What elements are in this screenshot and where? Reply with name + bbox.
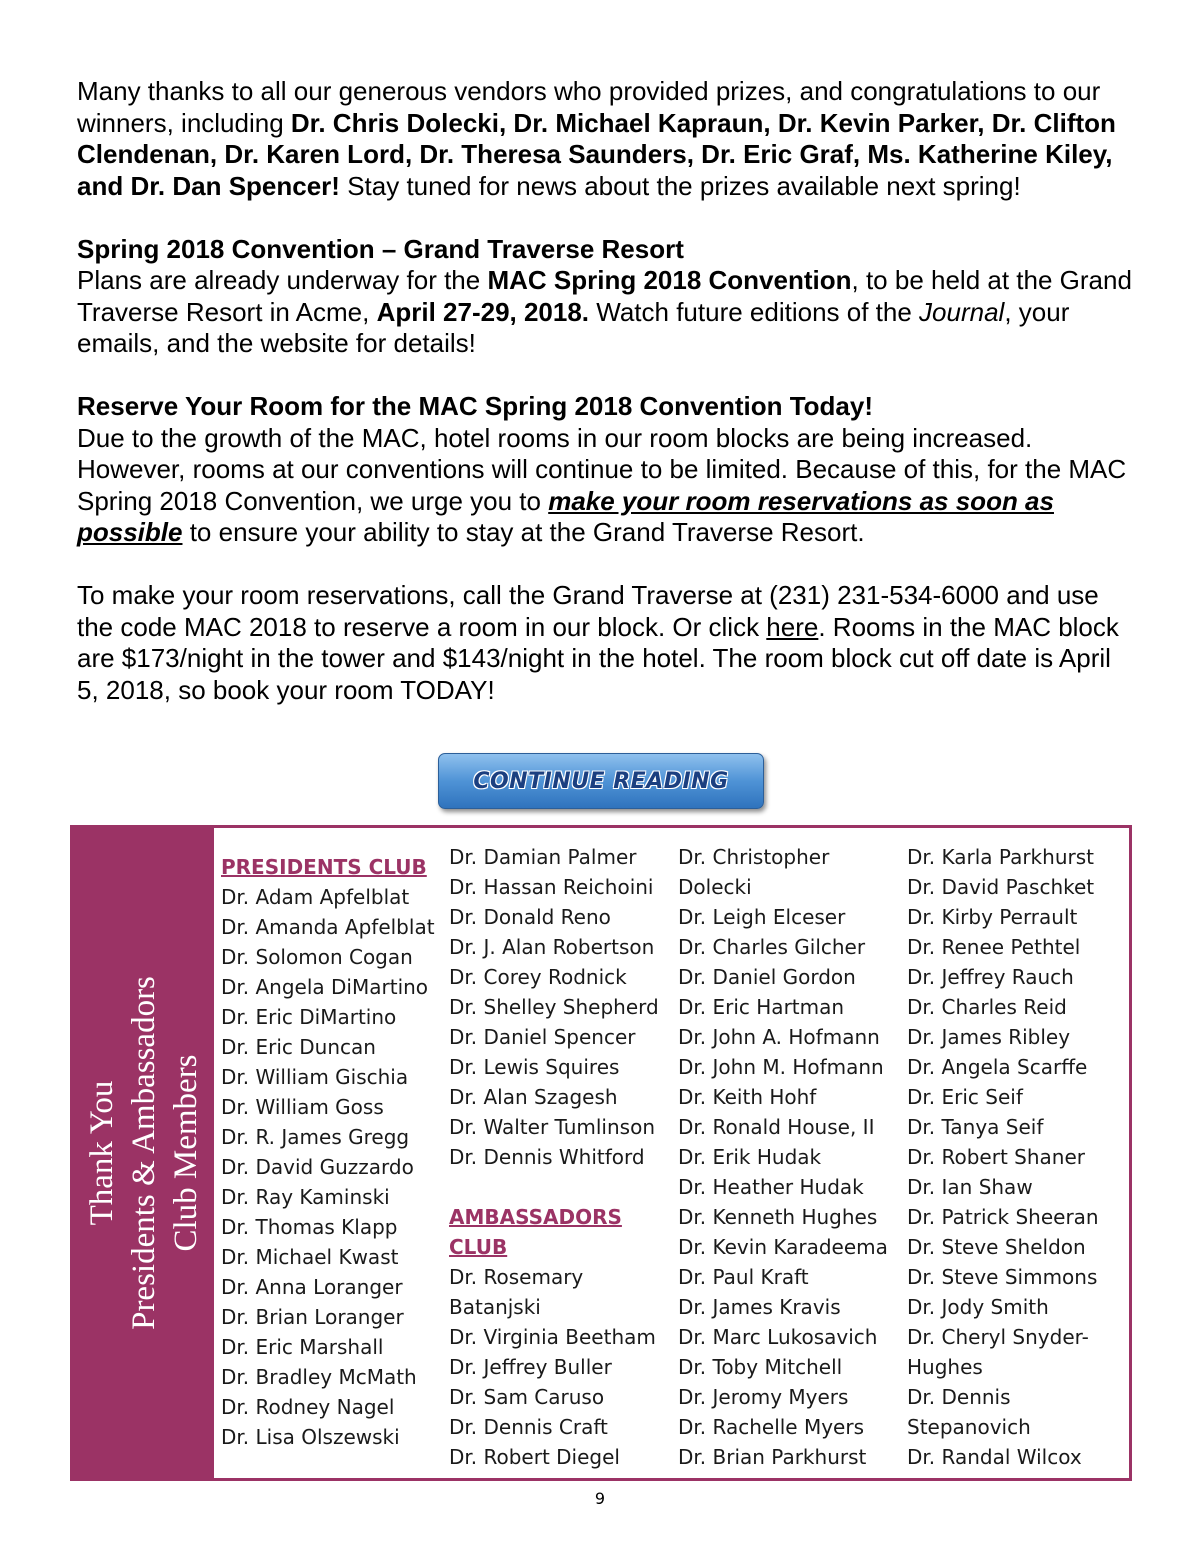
member-name: Dr. Paul Kraft (678, 1265, 809, 1289)
member-name: Dr. Lewis Squires (449, 1055, 620, 1079)
reservation-here-link[interactable]: here (766, 611, 819, 642)
member-name: Stepanovich (907, 1415, 1031, 1439)
booking-text-2: . Rooms in the MAC block are $173/night in the tower and $143/night in the hotel. The room block cut off date is April 5, 2018, so book your room TODAY! (77, 611, 1119, 705)
spring-convention-heading: Spring 2018 Convention – Grand Traverse Resort (77, 233, 684, 264)
member-name: Dr. Steve Sheldon (907, 1235, 1086, 1259)
member-name: Dolecki (678, 875, 752, 899)
member-name: Dr. Karla Parkhurst (907, 845, 1094, 869)
member-name: Dr. Christopher (678, 845, 830, 869)
member-name: Dr. Randal Wilcox (907, 1445, 1082, 1469)
member-name: Dr. Eric Hartman (678, 995, 845, 1019)
members-column-3 (678, 842, 888, 1472)
spring-text-1: Plans are already underway for the (77, 265, 488, 295)
member-name: Dr. Walter Tumlinson (449, 1115, 655, 1139)
ambassadors-list (449, 1262, 659, 1472)
member-name: Dr. Patrick Sheeran (907, 1205, 1099, 1229)
member-name: Dr. Rosemary (449, 1265, 584, 1289)
presidents-club-heading: PRESIDENTS CLUB (221, 855, 427, 879)
member-name: Dr. Damian Palmer (449, 845, 637, 869)
member-name: Dr. Donald Reno (449, 905, 611, 929)
member-name: Dr. Steve Simmons (907, 1265, 1098, 1289)
member-name: Dr. Jeromy Myers (678, 1385, 849, 1409)
member-name: Dr. Michael Kwast (221, 1245, 399, 1269)
member-name: Dr. Erik Hudak (678, 1145, 822, 1169)
thank-you-title (81, 976, 207, 1330)
member-name: Dr. Jeffrey Buller (449, 1355, 612, 1379)
presidents-list (221, 882, 435, 1452)
member-name: Dr. Leigh Elceser (678, 905, 846, 929)
member-name: Dr. Jeffrey Rauch (907, 965, 1074, 989)
member-name: Dr. David Guzzardo (221, 1155, 414, 1179)
member-name: Dr. David Paschket (907, 875, 1095, 899)
member-name: Hughes (907, 1355, 983, 1379)
member-name: Dr. R. James Gregg (221, 1125, 410, 1149)
member-name: Dr. Brian Loranger (221, 1305, 404, 1329)
member-name: Dr. Dennis Craft (449, 1415, 608, 1439)
side-title-line-3: Club Members (167, 1054, 204, 1252)
members-column-1 (221, 852, 435, 1452)
spring-text-4: , your emails, and the website for details! (77, 296, 1070, 358)
member-name: Dr. Brian Parkhurst (678, 1445, 867, 1469)
member-name: Dr. Kevin Karadeema (678, 1235, 888, 1259)
member-name: Dr. Charles Reid (907, 995, 1067, 1019)
member-name: Dr. Eric DiMartino (221, 1005, 397, 1029)
side-title-line-1: Thank You (83, 1080, 120, 1226)
members-column-4 (907, 842, 1099, 1472)
reserve-room-section (77, 391, 1137, 549)
reserve-text-1: Due to the growth of the MAC, hotel rooms in our room blocks are being increased. However, rooms at our conventions will continue to be limited. Because of this, for the MAC Spring 2018 Convention, we urge you to (77, 422, 1127, 516)
spring-convention-section (77, 234, 1137, 360)
spring-text-2: , to be held at the Grand Traverse Resort in Acme, (77, 265, 1132, 327)
member-name: Dr. Eric Marshall (221, 1335, 384, 1359)
member-name: Dr. Adam Apfelblat (221, 885, 410, 909)
member-name: Batanjski (449, 1295, 541, 1319)
member-name: Dr. Eric Seif (907, 1085, 1023, 1109)
member-name: Dr. Virginia Beetham (449, 1325, 656, 1349)
booking-section (77, 580, 1137, 706)
intro-closing-text: Stay tuned for news about the prizes available next spring! (339, 170, 1021, 201)
member-name: Dr. William Gischia (221, 1065, 409, 1089)
member-name: Dr. Corey Rodnick (449, 965, 627, 989)
presidents-list-continued (449, 842, 659, 1172)
spring-convention-name: MAC Spring 2018 Convention (487, 265, 852, 295)
member-name: Dr. Robert Diegel (449, 1445, 620, 1469)
member-name: Dr. James Ribley (907, 1025, 1071, 1049)
member-name: Dr. Robert Shaner (907, 1145, 1085, 1169)
continue-reading-button[interactable]: CONTINUE READING (438, 753, 764, 809)
club-members-box (70, 825, 1132, 1481)
ambassadors-list-continued (678, 842, 888, 1472)
thank-you-side-panel (73, 828, 214, 1478)
member-name: Dr. Amanda Apfelblat (221, 915, 435, 939)
article-body (77, 76, 1137, 738)
member-name: Dr. Dennis (907, 1385, 1011, 1409)
member-name: Dr. Renee Pethtel (907, 935, 1081, 959)
side-title-line-2: Presidents & Ambassadors (125, 976, 162, 1330)
member-name: Dr. Daniel Gordon (678, 965, 856, 989)
member-name: Dr. Thomas Klapp (221, 1215, 398, 1239)
member-name: Dr. Rachelle Myers (678, 1415, 865, 1439)
member-name: Dr. Kenneth Hughes (678, 1205, 878, 1229)
spring-text-3: Watch future editions of the (589, 296, 920, 327)
member-name: Dr. Alan Szagesh (449, 1085, 618, 1109)
member-name: Dr. Sam Caruso (449, 1385, 605, 1409)
member-name: Dr. Charles Gilcher (678, 935, 866, 959)
member-name: Dr. John A. Hofmann (678, 1025, 880, 1049)
member-name: Dr. Angela DiMartino (221, 975, 429, 999)
reserve-room-heading: Reserve Your Room for the MAC Spring 2018 Convention Today! (77, 391, 874, 421)
members-column-2 (449, 842, 659, 1472)
member-name: Dr. Tanya Seif (907, 1115, 1044, 1139)
member-name: Dr. Shelley Shepherd (449, 995, 659, 1019)
spring-convention-dates: April 27-29, 2018. (376, 296, 590, 327)
member-name: Dr. Solomon Cogan (221, 945, 413, 969)
member-name: Dr. Lisa Olszewski (221, 1425, 400, 1449)
vendors-paragraph (77, 76, 1137, 202)
member-name: Dr. Keith Hohf (678, 1085, 817, 1109)
reserve-emphasis: make your room reservations as soon as possible (77, 485, 1054, 547)
reserve-text-2: to ensure your ability to stay at the Grand Traverse Resort. (182, 517, 865, 547)
member-name: Dr. Angela Scarffe (907, 1055, 1088, 1079)
member-name: Dr. Ray Kaminski (221, 1185, 390, 1209)
member-name: Dr. J. Alan Robertson (449, 935, 655, 959)
ambassadors-list-final (907, 842, 1099, 1472)
member-name: Dr. Daniel Spencer (449, 1025, 636, 1049)
member-name: Dr. Rodney Nagel (221, 1395, 395, 1419)
member-name: Dr. John M. Hofmann (678, 1055, 884, 1079)
ambassadors-club-heading: AMBASSADORS CLUB (449, 1205, 622, 1259)
member-name: Dr. James Kravis (678, 1295, 841, 1319)
booking-text-1: To make your room reservations, call the Grand Traverse at (231) 231-534-6000 and use the code MAC 2018 to reserve a room in our block. Or click (77, 580, 1099, 642)
member-name: Dr. Cheryl Snyder- (907, 1325, 1089, 1349)
member-name: Dr. Ronald House, II (678, 1115, 875, 1139)
member-name: Dr. Eric Duncan (221, 1035, 376, 1059)
member-name: Dr. Hassan Reichoini (449, 875, 654, 899)
member-name: Dr. Jody Smith (907, 1295, 1049, 1319)
column-spacer (449, 1172, 659, 1202)
member-name: Dr. Ian Shaw (907, 1175, 1033, 1199)
member-name: Dr. Bradley McMath (221, 1365, 417, 1389)
member-name: Dr. Kirby Perrault (907, 905, 1078, 929)
intro-text: Many thanks to all our generous vendors who provided prizes, and congratulations to our winners, including (77, 76, 1101, 138)
page-number: 9 (594, 1489, 606, 1508)
journal-title: Journal (919, 296, 1005, 327)
member-name: Dr. Marc Lukosavich (678, 1325, 878, 1349)
winners-list: Dr. Chris Dolecki, Dr. Michael Kapraun, Dr. Kevin Parker, Dr. Clifton Clendenan, Dr. Karen Lord, Dr. Theresa Saunders, Dr. Eric Graf, Ms. Katherine Kiley, and Dr. Dan Spencer! (77, 107, 1116, 201)
member-name: Dr. William Goss (221, 1095, 384, 1119)
member-name: Dr. Toby Mitchell (678, 1355, 843, 1379)
member-name: Dr. Anna Loranger (221, 1275, 403, 1299)
member-name: Dr. Dennis Whitford (449, 1145, 645, 1169)
member-name: Dr. Heather Hudak (678, 1175, 864, 1199)
